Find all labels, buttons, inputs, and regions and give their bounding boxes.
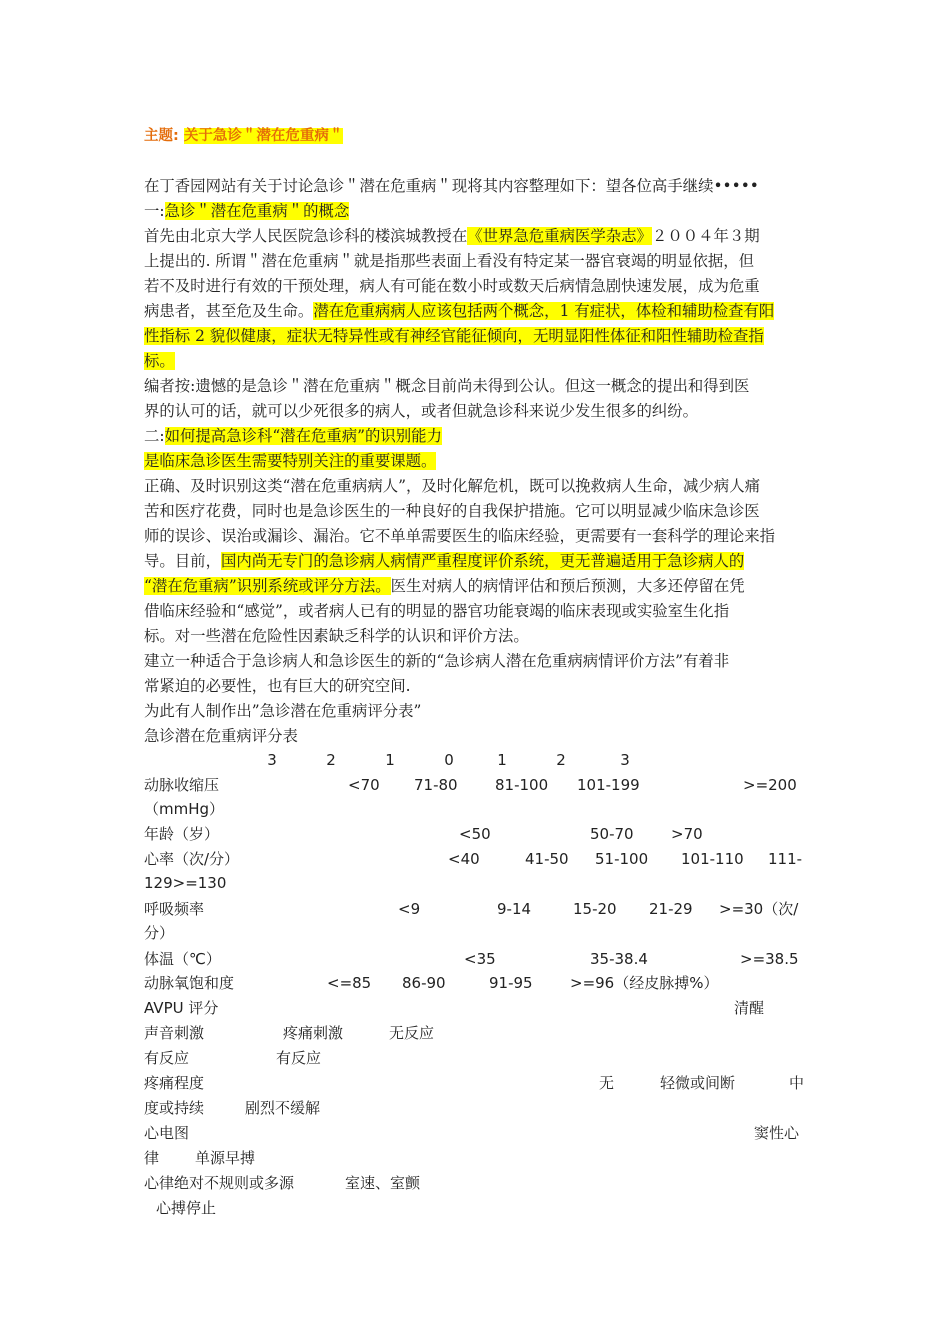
row-value: 21-29 <box>649 900 693 918</box>
table-row-ecg-cont3 <box>144 1196 808 1221</box>
row-label: 心率（次/分） <box>144 850 240 868</box>
row-value: >70 <box>671 825 703 843</box>
section1-line-6 <box>144 349 808 374</box>
score-header-row <box>144 748 808 773</box>
row-value: <40 <box>448 850 480 868</box>
section2-line-1: 正确、及时识别这类“潜在危重病病人”，及时化解危机，既可以挽救病人生命，减少病人痛 <box>144 477 760 495</box>
row-value: 清醒 <box>734 999 765 1017</box>
highlighted-text: “潜在危重病”识别系统或评分方法。 <box>144 577 391 595</box>
score-header-cell: 1 <box>385 751 395 769</box>
highlighted-text: 标。 <box>144 352 175 370</box>
title-text: 关于急诊＂潜在危重病＂ <box>183 128 344 144</box>
section2-line-7: 标。对一些潜在危险性因素缺乏科学的认识和评价方法。 <box>144 627 529 645</box>
row-value: 度或持续 <box>144 1099 205 1117</box>
row-value: 有反应 <box>144 1049 190 1067</box>
section2-line-9: 常紧迫的必要性，也有巨大的研究空间. <box>144 677 411 695</box>
row-value: 心律绝对不规则或多源 <box>144 1174 295 1192</box>
table-row-temp <box>144 947 808 972</box>
table-row-age <box>144 822 808 847</box>
section2-line-5 <box>144 574 808 599</box>
table-row-avpu-cont2 <box>144 1046 808 1071</box>
journal-name: 《世界急危重病医学杂志》 <box>467 227 652 245</box>
highlighted-text: 国内尚无专门的急诊病人病情严重程度评价系统，更无普遍适用于急诊病人的 <box>220 552 745 570</box>
row-label: 疼痛程度 <box>144 1074 205 1092</box>
text-run: 首先由北京大学人民医院急诊科的楼滨城教授在 <box>144 227 468 245</box>
row-label: 体温（℃） <box>144 950 221 968</box>
row-value: >=200 <box>743 776 797 794</box>
row-value: 81-100 <box>495 776 549 794</box>
row-value: <50 <box>459 825 491 843</box>
section2-line-2: 苦和医疗花费，同时也是急诊医生的一种良好的自我保护措施。它可以明显减少临床急诊医 <box>144 502 760 520</box>
text-run: 导。目前， <box>144 552 221 570</box>
row-label: 年龄（岁） <box>144 825 220 843</box>
row-value: 中 <box>789 1074 805 1092</box>
row-value: 窦性心 <box>754 1124 800 1142</box>
section2-number: 二: <box>144 427 165 445</box>
row-value: <9 <box>398 900 421 918</box>
row-value: 单源早搏 <box>195 1149 256 1167</box>
table-row-spo2 <box>144 971 808 996</box>
section1-line-2: 上提出的. 所谓＂潜在危重病＂就是指那些表面上看没有特定某一器官衰竭的明显依据，但 <box>144 252 755 270</box>
score-header-cell: 0 <box>444 751 454 769</box>
score-header-cell: 1 <box>497 751 507 769</box>
row-value: 疼痛刺激 <box>283 1024 344 1042</box>
table-row-avpu-cont <box>144 1021 808 1046</box>
score-header-cell: 3 <box>620 751 630 769</box>
section2-line-3: 师的误诊、误治或漏诊、漏治。它不单单需要医生的临床经验，更需要有一套科学的理论来指 <box>144 527 776 545</box>
table-row-pain <box>144 1071 808 1096</box>
table-title: 急诊潜在危重病评分表 <box>144 727 298 745</box>
row-value: 无 <box>599 1074 615 1092</box>
text-run: 病患者，甚至危及生命。 <box>144 302 314 320</box>
row-value: >=96（经皮脉搏%） <box>570 974 719 992</box>
table-row-sbp <box>144 773 808 798</box>
section1-heading <box>144 199 808 224</box>
editor-note-line-2: 界的认可的话，就可以少死很多的病人，或者但就急诊科来说少发生很多的纠纷。 <box>144 402 699 420</box>
row-value: 101-110 <box>681 850 744 868</box>
section2-heading-line2: 是临床急诊医生需要特别关注的重要课题。 <box>144 452 437 470</box>
section2-line-8: 建立一种适合于急诊病人和急诊医生的新的“急诊病人潜在危重病病情评价方法”有着非 <box>144 652 730 670</box>
row-value: >=30（次/ <box>719 900 799 918</box>
section1-line-1 <box>144 224 808 249</box>
row-value: <35 <box>464 950 496 968</box>
row-value: 41-50 <box>525 850 569 868</box>
section1-heading-text: 急诊＂潜在危重病＂的概念 <box>164 202 350 220</box>
table-row-sbp-cont: （mmHg） <box>144 800 225 818</box>
text-run: ２００４年３期 <box>651 227 760 245</box>
row-value: 剧烈不缓解 <box>245 1099 321 1117</box>
row-value: 室速、室颤 <box>345 1174 421 1192</box>
intro-line: 在丁香园网站有关于讨论急诊＂潜在危重病＂现将其内容整理如下：望各位高手继续••••• <box>144 177 759 195</box>
title-prefix: 主题: <box>144 128 184 144</box>
table-row-rr <box>144 897 808 922</box>
row-value: 轻微或间断 <box>660 1074 736 1092</box>
row-value: 9-14 <box>497 900 532 918</box>
row-value: 86-90 <box>402 974 446 992</box>
row-value: 91-95 <box>489 974 533 992</box>
editor-note-line-1: 编者按:遗憾的是急诊＂潜在危重病＂概念目前尚未得到公认。但这一概念的提出和得到医 <box>144 377 750 395</box>
section2-line-10: 为此有人制作出”急诊潜在危重病评分表” <box>144 702 422 720</box>
section2-heading <box>144 424 808 449</box>
row-value: 71-80 <box>414 776 458 794</box>
section2-heading-line1: 如何提高急诊科“潜在危重病”的识别能力 <box>164 427 442 445</box>
table-row-ecg <box>144 1121 808 1146</box>
table-row-hr <box>144 847 808 872</box>
row-value: 35-38.4 <box>590 950 648 968</box>
highlighted-text: 性指标 2 貌似健康，症状无特异性或有神经官能征倾向，无明显阳性体征和阳性辅助检查指 <box>144 327 764 345</box>
row-value: 无反应 <box>389 1024 435 1042</box>
row-value: 50-70 <box>590 825 634 843</box>
row-value: 111- <box>768 850 803 868</box>
row-value: 声音刺激 <box>144 1024 205 1042</box>
row-value: <70 <box>348 776 380 794</box>
row-label: 呼吸频率 <box>144 900 205 918</box>
row-value: 心搏停止 <box>156 1199 217 1217</box>
section1-line-3: 若不及时进行有效的干预处理，病人有可能在数小时或数天后病情急剧快速发展，成为危重 <box>144 277 760 295</box>
row-label: 动脉收缩压 <box>144 776 220 794</box>
document-title <box>144 124 808 149</box>
table-row-rr-cont: 分） <box>144 924 175 942</box>
table-row-pain-cont <box>144 1096 808 1121</box>
text-run: 医生对病人的病情评估和预后预测，大多还停留在凭 <box>390 577 745 595</box>
table-row-avpu <box>144 996 808 1021</box>
section1-line-4 <box>144 299 808 324</box>
score-header-cell: 2 <box>326 751 336 769</box>
row-label: 心电图 <box>144 1124 190 1142</box>
row-value: 15-20 <box>573 900 617 918</box>
row-value: 律 <box>144 1149 160 1167</box>
score-header-cell: 2 <box>556 751 566 769</box>
row-label: AVPU 评分 <box>144 999 219 1017</box>
table-row-ecg-cont <box>144 1146 808 1171</box>
table-row-hr-cont: 129>=130 <box>144 874 227 892</box>
highlighted-text: 潜在危重病病人应该包括两个概念，1 有症状，体检和辅助检查有阳 <box>313 302 775 320</box>
row-value: <=85 <box>327 974 372 992</box>
row-value: >=38.5 <box>740 950 799 968</box>
section2-line-6: 借临床经验和“感觉”，或者病人已有的明显的器官功能衰竭的临床表现或实验室生化指 <box>144 602 730 620</box>
row-value: 101-199 <box>577 776 640 794</box>
section1-line-5 <box>144 324 808 349</box>
section2-subheading <box>144 449 808 474</box>
section1-number: 一: <box>144 202 165 220</box>
row-value: 51-100 <box>595 850 649 868</box>
row-value: 有反应 <box>276 1049 322 1067</box>
section2-line-4 <box>144 549 808 574</box>
score-header-cell: 3 <box>267 751 277 769</box>
table-row-ecg-cont2 <box>144 1171 808 1196</box>
row-label: 动脉氧饱和度 <box>144 974 235 992</box>
